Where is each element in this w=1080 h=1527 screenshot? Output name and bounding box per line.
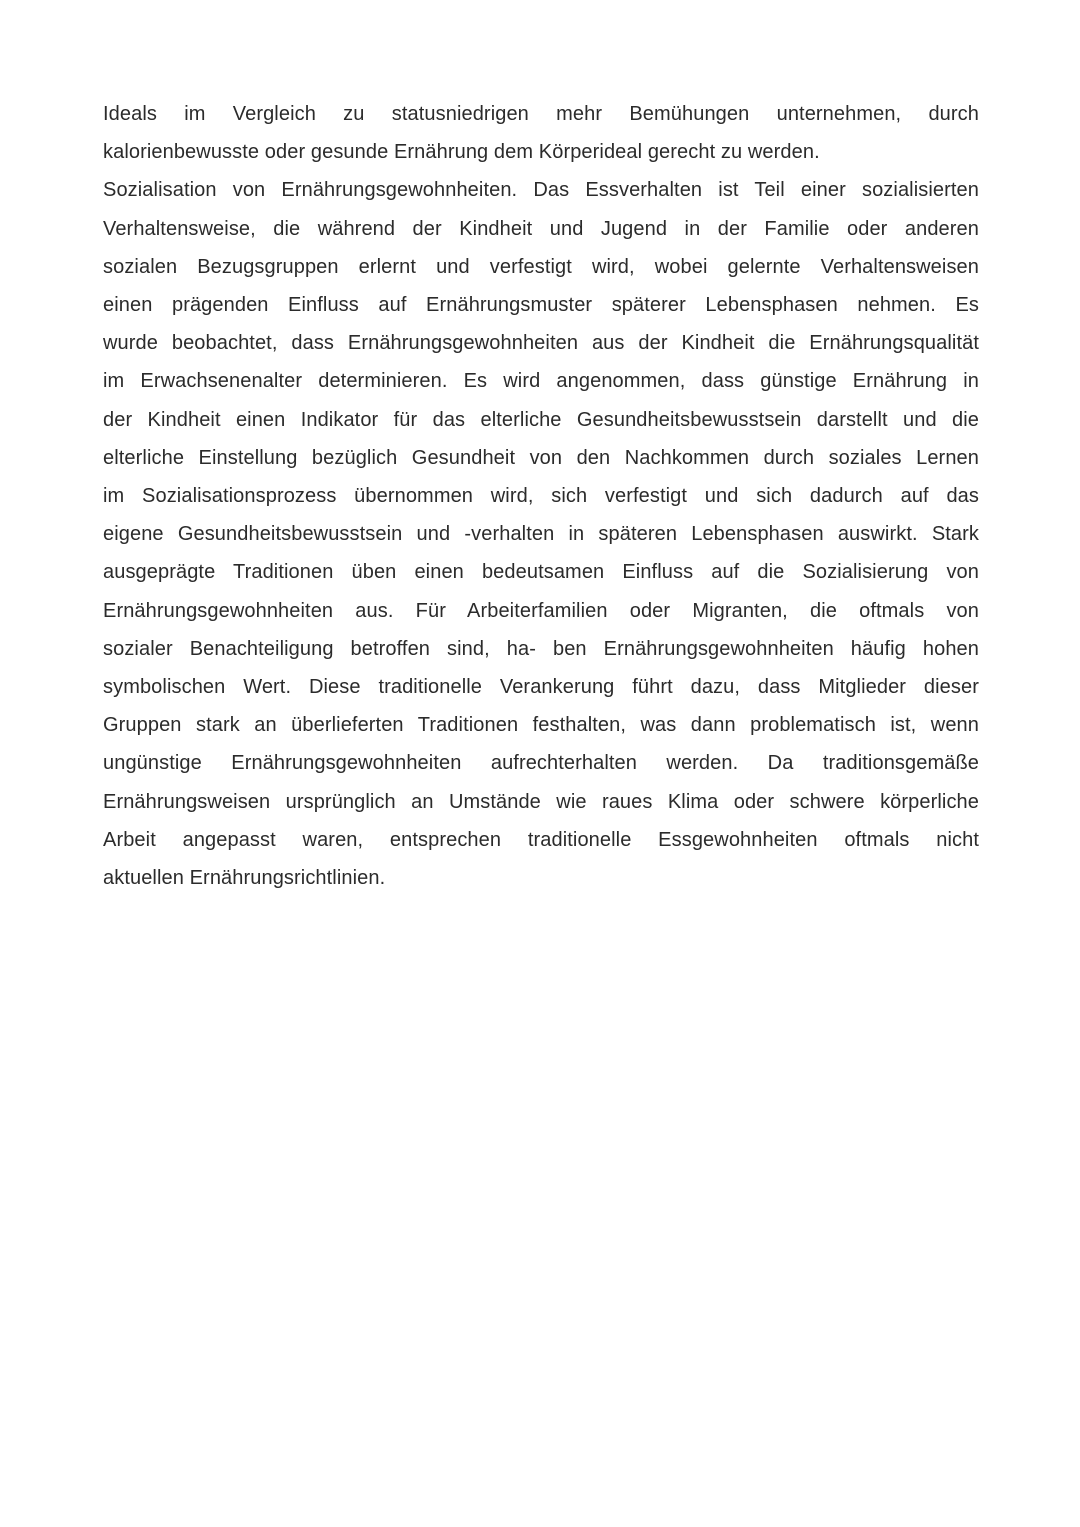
text-line: kalorienbewusste oder gesunde Ernährung dem Körperideal gerecht zu werden. (103, 141, 820, 164)
text-line: sozialen Bezugsgruppen erlernt und verfestigt wird, wobei gelernte Verhaltensweisen (103, 255, 979, 278)
text-line: ungünstige Ernährungsgewohnheiten aufrechterhalten werden. Da traditionsgemäße (103, 752, 979, 775)
text-line: Gruppen stark an überlieferten Traditionen festhalten, was dann problematisch ist, wenn (103, 714, 979, 737)
text-line: aktuellen Ernährungsrichtlinien. (103, 867, 386, 890)
text-line: Sozialisation von Ernährungsgewohnheiten. Das Essverhalten ist Teil einer sozialisierten (103, 179, 979, 202)
text-line: ausgeprägte Traditionen üben einen bedeutsamen Einfluss auf die Sozialisierung von (103, 561, 979, 584)
text-line: im Erwachsenenalter determinieren. Es wird angenommen, dass günstige Ernährung in (103, 370, 979, 393)
text-line: der Kindheit einen Indikator für das elterliche Gesundheitsbewusstsein darstellt und die (103, 408, 979, 431)
text-line: elterliche Einstellung bezüglich Gesundheit von den Nachkommen durch soziales Lernen (103, 446, 979, 469)
text-line: Ernährungsgewohnheiten aus. Für Arbeiterfamilien oder Migranten, die oftmals von (103, 599, 979, 622)
text-line: Ideals im Vergleich zu statusniedrigen mehr Bemühungen unternehmen, durch (103, 103, 979, 125)
text-line: im Sozialisationsprozess übernommen wird, sich verfestigt und sich dadurch auf das (103, 485, 979, 508)
text-line: Ernährungsweisen ursprünglich an Umstände wie raues Klima oder schwere körperliche (103, 790, 979, 813)
text-line: symbolischen Wert. Diese traditionelle Verankerung führt dazu, dass Mitglieder dieser (103, 676, 979, 699)
text-line: einen prägenden Einfluss auf Ernährungsmuster späterer Lebensphasen nehmen. Es (103, 294, 979, 317)
text-line: wurde beobachtet, dass Ernährungsgewohnheiten aus der Kindheit die Ernährungsqualität (103, 332, 979, 355)
text-line: Verhaltensweise, die während der Kindheit und Jugend in der Familie oder anderen (103, 217, 979, 240)
body-text (103, 95, 979, 897)
text-line: Arbeit angepasst waren, entsprechen traditionelle Essgewohnheiten oftmals nicht (103, 828, 979, 851)
text-line: sozialer Benachteiligung betroffen sind, ha- ben Ernährungsgewohnheiten häufig hohen (103, 637, 979, 660)
text-line: eigene Gesundheitsbewusstsein und -verhalten in späteren Lebensphasen auswirkt. Stark (103, 523, 979, 546)
